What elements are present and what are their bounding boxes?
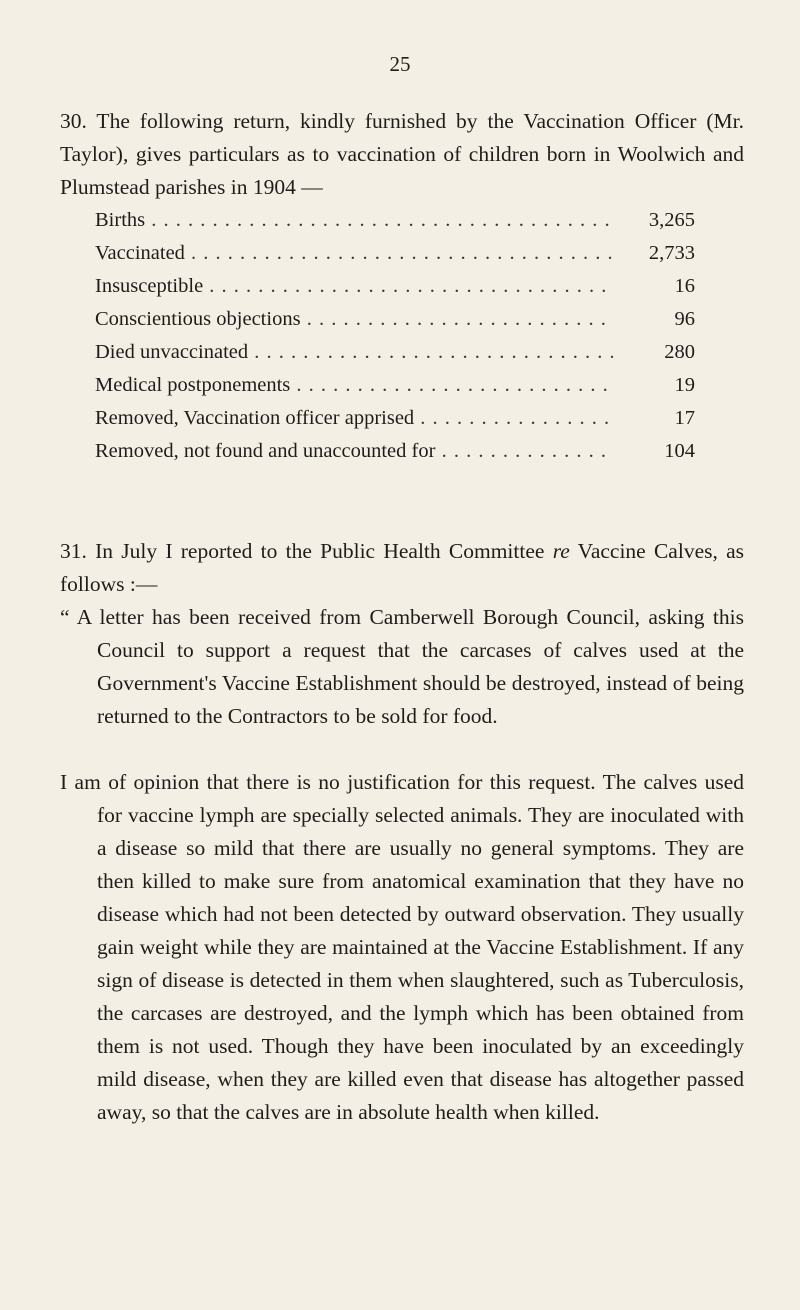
row-label: Births . . . [95,204,613,237]
intro-re: re [552,539,570,563]
quote-paragraph-2: I am of opinion that there is no justification for this request. The calves used for vaccine lymph are specially selected animals. They are inoculated with a disease so mild that there are usually no general symptoms. They are then killed to make sure from anatomical examination that they have no disease which had not been detected by outward observation. They usually gain weight while they are maintained at the Vaccine Establishment. If any sign of disease is detected in them when slaughtered, such as Tuberculosis, the carcases are destroyed, and the lymph which has been obtained from them is not used. Though they have been inoculated by an exceedingly mild disease, when they are killed even that disease has altogether passed away, so that the calves are in absolute health when killed. [60,770,744,1124]
row-label: Conscientious objections . . . [95,303,613,336]
page-number: 25 [389,52,411,76]
quote-paragraph-1: “ A letter has been received from Camberwell Borough Council, asking this Council to support a request that the carcases of calves used at the Government's Vaccine Establishment should be destroyed, instead of being returned to the Contractors to be sold for food. [60,605,744,728]
table-row [95,402,695,435]
table-row [95,204,695,237]
quote-block-1 [60,601,744,733]
section-30-paragraph: 30. The following return, kindly furnished by the Vaccination Officer (Mr. Taylor), gives particulars as to vaccination of children born in Woolwich and Plumstead parishes in 1904 — [60,109,744,199]
row-label: Died unvaccinated . . . [95,336,613,369]
row-value: 280 [664,341,695,363]
row-label: Insusceptible . . . [95,270,613,303]
row-label: Removed, not found and unaccounted for . . . [95,435,613,468]
table-row [95,303,695,336]
row-value: 2,733 [648,242,695,264]
row-value: 3,265 [648,209,695,231]
table-row [95,237,695,270]
row-value: 16 [674,275,695,297]
table-row [95,336,695,369]
row-value: 17 [674,407,695,429]
table-row [95,270,695,303]
row-value: 104 [664,440,695,462]
row-label: Vaccinated . . . [95,237,613,270]
table-row [95,369,695,402]
vaccination-return-table [95,204,695,468]
row-value: 96 [674,308,695,330]
quote-block-2 [60,766,744,1129]
row-label: Medical postponements . . . [95,369,613,402]
table-row [95,435,695,468]
row-label: Removed, Vaccination officer apprised . . . [95,402,613,435]
intro-text: 31. In July I reported to the Public Health Committee [60,539,553,563]
intro-text-end: Vaccine Calves, as follows :— [60,539,745,596]
section-31-intro [60,535,744,601]
row-value: 19 [674,374,695,396]
